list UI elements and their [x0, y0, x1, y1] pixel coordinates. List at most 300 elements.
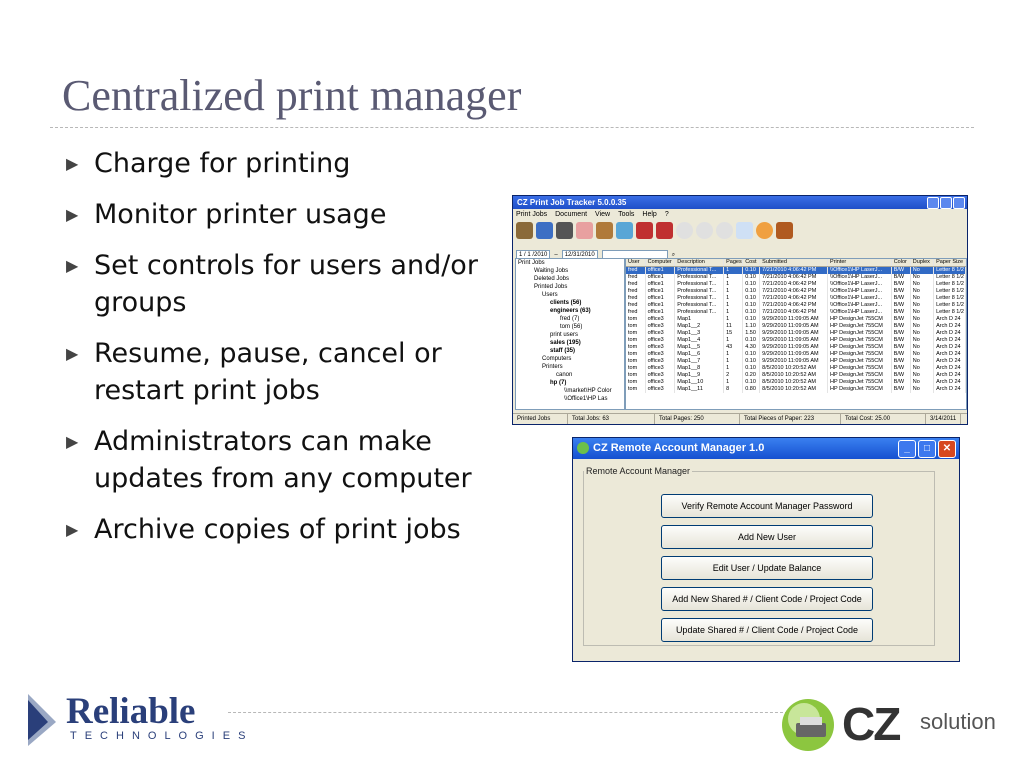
- slide-title: Centralized print manager: [62, 71, 522, 120]
- archive-icon[interactable]: [596, 222, 613, 239]
- table-cell: B/W: [891, 316, 910, 323]
- search-icon[interactable]: ⌕: [671, 251, 676, 258]
- table-cell: Arch D 24: [934, 358, 966, 365]
- table-row[interactable]: [626, 386, 966, 393]
- tree-node[interactable]: Print Jobs: [518, 260, 545, 266]
- close-button[interactable]: [953, 197, 965, 209]
- table-cell: No: [910, 344, 933, 351]
- table-cell: 1: [724, 295, 743, 302]
- column-header[interactable]: Duplex: [910, 259, 933, 267]
- table-cell: 0.10: [743, 274, 760, 281]
- table-cell: B/W: [891, 323, 910, 330]
- remote-group-box: [583, 466, 935, 646]
- table-cell: \\Office1\HP LaserJ...: [828, 295, 892, 302]
- table-cell: No: [910, 316, 933, 323]
- table-cell: B/W: [891, 288, 910, 295]
- table-cell: 9/29/2010 11:09:05 AM: [760, 316, 828, 323]
- table-cell: HP DesignJet 755CM: [828, 337, 892, 344]
- table-cell: Professional T...: [675, 309, 724, 316]
- table-cell: Arch D 24: [934, 372, 966, 379]
- table-cell: 0.10: [743, 309, 760, 316]
- cz-globe-icon: [774, 689, 844, 759]
- table-cell: 1: [724, 302, 743, 309]
- table-cell: tom: [626, 365, 645, 372]
- menu-view[interactable]: View: [595, 211, 611, 218]
- bullet-arrow-icon: ▶: [66, 154, 79, 173]
- bullet-arrow-icon: ▶: [66, 520, 79, 539]
- table-cell: 1: [724, 267, 743, 275]
- table-cell: No: [910, 309, 933, 316]
- table-cell: B/W: [891, 337, 910, 344]
- table-cell: Professional T...: [675, 274, 724, 281]
- table-cell: Arch D 24: [934, 386, 966, 393]
- table-cell: 7/21/2010 4:06:42 PM: [760, 302, 828, 309]
- table-cell: 9/29/2010 11:09:05 AM: [760, 344, 828, 351]
- table-cell: 0.10: [743, 379, 760, 386]
- printer-red-icon[interactable]: [636, 222, 653, 239]
- tree-node[interactable]: canon: [556, 372, 573, 378]
- menu-print-jobs[interactable]: Print Jobs: [516, 211, 548, 218]
- table-row[interactable]: [626, 274, 966, 281]
- play-icon[interactable]: [696, 222, 713, 239]
- status-total-paper: Total Pieces of Paper: 223: [740, 414, 841, 424]
- title-divider: [50, 127, 974, 128]
- table-cell: fred: [626, 288, 645, 295]
- table-cell: No: [910, 337, 933, 344]
- table-cell: 7/21/2010 4:06:42 PM: [760, 281, 828, 288]
- table-cell: B/W: [891, 344, 910, 351]
- restart-icon[interactable]: [716, 222, 733, 239]
- settings-icon[interactable]: [756, 222, 773, 239]
- table-cell: Letter 8 1/2: [934, 274, 966, 281]
- menu-document[interactable]: Document: [555, 211, 588, 218]
- update-shared-code-button[interactable]: Update Shared # / Client Code / Project Code: [661, 618, 873, 642]
- table-cell: tom: [626, 344, 645, 351]
- column-header[interactable]: Pages: [724, 259, 743, 267]
- table-cell: Professional T...: [675, 281, 724, 288]
- table-row[interactable]: [626, 323, 966, 330]
- table-cell: Professional T...: [675, 295, 724, 302]
- table-cell: 7/21/2010 4:06:42 PM: [760, 309, 828, 316]
- table-cell: office1: [645, 281, 675, 288]
- menu-about[interactable]: ?: [664, 211, 669, 218]
- table-row[interactable]: [626, 281, 966, 288]
- status-total-pages: Total Pages: 250: [655, 414, 740, 424]
- minimize-button[interactable]: [927, 197, 939, 209]
- table-cell: 1: [724, 288, 743, 295]
- table-cell: office3: [645, 316, 675, 323]
- status-date: 3/14/2011: [926, 414, 961, 424]
- close-button[interactable]: ✕: [938, 440, 956, 458]
- table-cell: 0.10: [743, 351, 760, 358]
- table-cell: No: [910, 372, 933, 379]
- table-cell: office1: [645, 288, 675, 295]
- table-cell: B/W: [891, 281, 910, 288]
- table-row[interactable]: [626, 379, 966, 386]
- table-cell: fred: [626, 309, 645, 316]
- reliable-technologies-logo: [22, 691, 254, 752]
- tree-node[interactable]: print users: [550, 332, 579, 338]
- remote-account-manager-window: [572, 437, 960, 662]
- table-cell: No: [910, 323, 933, 330]
- table-cell: office3: [645, 351, 675, 358]
- column-header[interactable]: Color: [891, 259, 910, 267]
- tree-node[interactable]: \\Office1\HP Las: [564, 396, 608, 402]
- table-cell: 1: [724, 281, 743, 288]
- table-cell: 0.10: [743, 365, 760, 372]
- table-cell: tom: [626, 316, 645, 323]
- maximize-button[interactable]: [940, 197, 952, 209]
- table-row[interactable]: [626, 267, 966, 275]
- footer-divider: [228, 712, 788, 713]
- table-cell: Arch D 24: [934, 330, 966, 337]
- table-cell: 8/5/2010 10:20:52 AM: [760, 372, 828, 379]
- table-cell: 1: [724, 337, 743, 344]
- table-cell: B/W: [891, 267, 910, 275]
- table-cell: 9/29/2010 11:09:05 AM: [760, 323, 828, 330]
- printer-icon[interactable]: [516, 222, 533, 239]
- menu-tools[interactable]: Tools: [618, 211, 635, 218]
- table-cell: 7/21/2010 4:06:42 PM: [760, 267, 828, 275]
- table-cell: tom: [626, 330, 645, 337]
- table-cell: Arch D 24: [934, 379, 966, 386]
- table-row[interactable]: [626, 309, 966, 316]
- table-cell: tom: [626, 351, 645, 358]
- table-cell: HP DesignJet 755CM: [828, 379, 892, 386]
- table-cell: fred: [626, 295, 645, 302]
- table-row[interactable]: [626, 351, 966, 358]
- table-cell: 0.80: [743, 386, 760, 393]
- column-header[interactable]: Computer: [645, 259, 675, 267]
- table-cell: 8: [724, 386, 743, 393]
- table-cell: 0.10: [743, 302, 760, 309]
- remote-titlebar: [573, 438, 959, 459]
- table-cell: 1: [724, 316, 743, 323]
- table-cell: Letter 8 1/2: [934, 302, 966, 309]
- table-cell: Map1__9: [675, 372, 724, 379]
- print-jobs-grid: [625, 258, 967, 410]
- table-cell: \\Office1\HP LaserJ...: [828, 267, 892, 275]
- table-row[interactable]: [626, 344, 966, 351]
- column-header[interactable]: Cost: [743, 259, 760, 267]
- table-cell: Map1__4: [675, 337, 724, 344]
- tree-node[interactable]: tom (56): [560, 324, 583, 330]
- table-cell: office3: [645, 323, 675, 330]
- column-header[interactable]: Paper Size: [934, 259, 966, 267]
- table-cell: Arch D 24: [934, 365, 966, 372]
- table-cell: Map1: [675, 316, 724, 323]
- table-cell: office3: [645, 365, 675, 372]
- table-cell: 11: [724, 323, 743, 330]
- table-cell: Professional T...: [675, 288, 724, 295]
- bullet-item: ▶ Set controls for users and/or groups: [62, 247, 482, 321]
- cz-solution-text: solution: [920, 709, 996, 734]
- preview-icon[interactable]: [576, 222, 593, 239]
- bullet-arrow-icon: ▶: [66, 205, 79, 224]
- bullet-item: ▶ Charge for printing: [62, 145, 482, 182]
- table-cell: HP DesignJet 755CM: [828, 344, 892, 351]
- table-cell: Map1__8: [675, 365, 724, 372]
- table-cell: B/W: [891, 330, 910, 337]
- tree-node[interactable]: Users: [542, 292, 558, 298]
- table-cell: 0.10: [743, 295, 760, 302]
- table-cell: 7/21/2010 4:06:42 PM: [760, 274, 828, 281]
- bullet-arrow-icon: ▶: [66, 344, 79, 363]
- tracker-statusbar: [513, 413, 967, 424]
- table-cell: Map1__11: [675, 386, 724, 393]
- table-cell: B/W: [891, 302, 910, 309]
- date-from-field[interactable]: 1 / 1 /2010: [516, 250, 550, 261]
- tree-node[interactable]: sales (195): [550, 340, 581, 346]
- tree-node[interactable]: Printers: [542, 364, 563, 370]
- table-cell: 0.10: [743, 281, 760, 288]
- tracker-menubar: [513, 209, 967, 220]
- bullet-arrow-icon: ▶: [66, 432, 79, 451]
- tree-node[interactable]: Deleted Jobs: [534, 276, 570, 282]
- table-cell: No: [910, 288, 933, 295]
- table-cell: No: [910, 330, 933, 337]
- print-icon[interactable]: [556, 222, 573, 239]
- table-cell: 8/5/2010 10:20:52 AM: [760, 365, 828, 372]
- column-header[interactable]: Submitted: [760, 259, 828, 267]
- table-cell: Map1__7: [675, 358, 724, 365]
- table-cell: B/W: [891, 274, 910, 281]
- tree-view: [515, 258, 625, 410]
- status-total-cost: Total Cost: 25.00: [841, 414, 926, 424]
- tree-node[interactable]: Printed Jobs: [534, 284, 568, 290]
- table-cell: Map1__5: [675, 344, 724, 351]
- table-cell: Letter 8 1/2: [934, 309, 966, 316]
- table-row[interactable]: [626, 372, 966, 379]
- table-cell: B/W: [891, 365, 910, 372]
- table-cell: Professional T...: [675, 302, 724, 309]
- minimize-button[interactable]: _: [898, 440, 916, 458]
- table-cell: tom: [626, 386, 645, 393]
- table-cell: office3: [645, 344, 675, 351]
- table-cell: HP DesignJet 755CM: [828, 386, 892, 393]
- table-cell: 8/5/2010 10:20:52 AM: [760, 386, 828, 393]
- column-header[interactable]: User: [626, 259, 645, 267]
- table-cell: 0.20: [743, 372, 760, 379]
- table-cell: Arch D 24: [934, 337, 966, 344]
- table-cell: No: [910, 358, 933, 365]
- table-row[interactable]: [626, 288, 966, 295]
- table-cell: office1: [645, 309, 675, 316]
- tree-node[interactable]: hp (7): [550, 380, 567, 386]
- remote-title: CZ Remote Account Manager 1.0: [593, 442, 765, 454]
- printer-cancel-icon[interactable]: [656, 222, 673, 239]
- table-cell: Map1__3: [675, 330, 724, 337]
- table-cell: 1: [724, 309, 743, 316]
- table-row[interactable]: [626, 302, 966, 309]
- table-row[interactable]: [626, 358, 966, 365]
- bullet-item: ▶ Archive copies of print jobs: [62, 511, 482, 548]
- status-section: Printed Jobs: [513, 414, 568, 424]
- tree-node[interactable]: Computers: [542, 356, 572, 362]
- table-row[interactable]: [626, 365, 966, 372]
- status-total-jobs: Total Jobs: 63: [568, 414, 655, 424]
- table-cell: No: [910, 365, 933, 372]
- table-cell: 1: [724, 379, 743, 386]
- reliable-name: Reliable: [66, 691, 196, 732]
- table-cell: 9/29/2010 11:09:05 AM: [760, 330, 828, 337]
- add-shared-code-button[interactable]: Add New Shared # / Client Code / Project Code: [661, 587, 873, 611]
- cz-brand: CZ: [842, 698, 900, 750]
- grid-header-row: [626, 259, 966, 267]
- table-cell: 1: [724, 274, 743, 281]
- table-cell: office3: [645, 379, 675, 386]
- tree-node[interactable]: \\market\HP Color: [564, 388, 612, 394]
- bullet-list: [62, 145, 482, 562]
- table-cell: Letter 8 1/2: [934, 281, 966, 288]
- table-cell: 1.50: [743, 330, 760, 337]
- table-cell: 7/21/2010 4:06:42 PM: [760, 295, 828, 302]
- table-cell: B/W: [891, 386, 910, 393]
- table-cell: office3: [645, 337, 675, 344]
- reliable-mark-icon: [22, 692, 62, 748]
- table-cell: Letter 8 1/2: [934, 267, 966, 275]
- table-cell: 1: [724, 365, 743, 372]
- table-cell: 0.10: [743, 288, 760, 295]
- table-cell: 9/29/2010 11:09:05 AM: [760, 358, 828, 365]
- table-cell: B/W: [891, 372, 910, 379]
- table-cell: 7/21/2010 4:06:42 PM: [760, 288, 828, 295]
- help-book-icon[interactable]: [776, 222, 793, 239]
- table-cell: 43: [724, 344, 743, 351]
- table-cell: tom: [626, 358, 645, 365]
- table-cell: tom: [626, 323, 645, 330]
- table-cell: \\Office1\HP LaserJ...: [828, 281, 892, 288]
- table-cell: Map1__2: [675, 323, 724, 330]
- table-cell: B/W: [891, 309, 910, 316]
- column-header[interactable]: Printer: [828, 259, 892, 267]
- table-cell: HP DesignJet 755CM: [828, 351, 892, 358]
- table-cell: office1: [645, 295, 675, 302]
- group-label: Remote Account Manager: [586, 466, 691, 476]
- table-cell: 0.10: [743, 316, 760, 323]
- table-cell: office3: [645, 330, 675, 337]
- table-cell: \\Office1\HP LaserJ...: [828, 288, 892, 295]
- table-cell: tom: [626, 337, 645, 344]
- edit-user-button[interactable]: Edit User / Update Balance: [661, 556, 873, 580]
- table-cell: 2: [724, 372, 743, 379]
- table-cell: Professional T...: [675, 267, 724, 275]
- table-row[interactable]: [626, 337, 966, 344]
- table-cell: 0.10: [743, 267, 760, 275]
- table-cell: B/W: [891, 295, 910, 302]
- maximize-button[interactable]: □: [918, 440, 936, 458]
- table-cell: No: [910, 379, 933, 386]
- search-icon[interactable]: [736, 222, 753, 239]
- table-cell: office1: [645, 274, 675, 281]
- table-cell: No: [910, 281, 933, 288]
- bullet-item: ▶ Administrators can make updates from any computer: [62, 423, 482, 497]
- table-cell: office3: [645, 372, 675, 379]
- tracker-titlebar: [513, 196, 967, 209]
- table-cell: Letter 8 1/2: [934, 288, 966, 295]
- pause-icon[interactable]: [676, 222, 693, 239]
- tree-node[interactable]: fred (7): [560, 316, 580, 322]
- table-cell: 1: [724, 358, 743, 365]
- bullet-item: ▶ Resume, pause, cancel or restart print jobs: [62, 335, 482, 409]
- table-cell: 0.10: [743, 358, 760, 365]
- print-job-tracker-window: [512, 195, 968, 425]
- tracker-toolbar: [513, 220, 967, 248]
- table-cell: Map1__10: [675, 379, 724, 386]
- cz-solution-logo: [768, 683, 1024, 768]
- date-to-field[interactable]: 12/31/2010: [562, 250, 598, 261]
- tree-node[interactable]: engineers (63): [550, 308, 591, 314]
- tracker-title: CZ Print Job Tracker 5.0.0.35: [517, 198, 627, 207]
- table-cell: office3: [645, 386, 675, 393]
- table-cell: \\Office1\HP LaserJ...: [828, 274, 892, 281]
- table-cell: 9/29/2010 11:09:05 AM: [760, 337, 828, 344]
- table-cell: tom: [626, 379, 645, 386]
- table-cell: \\Office1\HP LaserJ...: [828, 309, 892, 316]
- table-cell: HP DesignJet 755CM: [828, 365, 892, 372]
- table-cell: fred: [626, 267, 645, 275]
- table-row[interactable]: [626, 330, 966, 337]
- table-cell: HP DesignJet 755CM: [828, 316, 892, 323]
- save-icon[interactable]: [536, 222, 553, 239]
- table-cell: HP DesignJet 755CM: [828, 330, 892, 337]
- table-cell: B/W: [891, 379, 910, 386]
- table-cell: No: [910, 386, 933, 393]
- table-cell: Arch D 24: [934, 316, 966, 323]
- date-separator: –: [554, 252, 558, 258]
- table-cell: HP DesignJet 755CM: [828, 372, 892, 379]
- table-cell: 4.30: [743, 344, 760, 351]
- table-row[interactable]: [626, 295, 966, 302]
- menu-help[interactable]: Help: [642, 211, 657, 218]
- table-cell: No: [910, 274, 933, 281]
- table-cell: fred: [626, 281, 645, 288]
- verify-password-button[interactable]: Verify Remote Account Manager Password: [661, 494, 873, 518]
- refresh-icon[interactable]: [616, 222, 633, 239]
- tree-node[interactable]: clients (56): [550, 300, 582, 306]
- table-cell: 1: [724, 351, 743, 358]
- table-cell: 9/29/2010 11:09:05 AM: [760, 351, 828, 358]
- tree-node[interactable]: Waiting Jobs: [534, 268, 569, 274]
- table-cell: Letter 8 1/2: [934, 295, 966, 302]
- table-cell: 0.10: [743, 337, 760, 344]
- table-cell: fred: [626, 302, 645, 309]
- table-cell: No: [910, 267, 933, 275]
- table-cell: B/W: [891, 358, 910, 365]
- app-icon: [577, 442, 589, 454]
- table-cell: 8/5/2010 10:20:52 AM: [760, 379, 828, 386]
- table-cell: HP DesignJet 755CM: [828, 358, 892, 365]
- table-row[interactable]: [626, 316, 966, 323]
- table-cell: 1.10: [743, 323, 760, 330]
- reliable-subtitle: TECHNOLOGIES: [70, 730, 254, 742]
- table-cell: Arch D 24: [934, 351, 966, 358]
- table-cell: No: [910, 302, 933, 309]
- column-header[interactable]: Description: [675, 259, 724, 267]
- tree-node[interactable]: staff (35): [550, 348, 576, 354]
- table-cell: No: [910, 351, 933, 358]
- table-cell: office3: [645, 358, 675, 365]
- bullet-arrow-icon: ▶: [66, 256, 79, 275]
- table-cell: Map1__6: [675, 351, 724, 358]
- table-cell: Arch D 24: [934, 323, 966, 330]
- table-cell: HP DesignJet 755CM: [828, 323, 892, 330]
- table-cell: Arch D 24: [934, 344, 966, 351]
- bullet-item: ▶ Monitor printer usage: [62, 196, 482, 233]
- add-new-user-button[interactable]: Add New User: [661, 525, 873, 549]
- table-cell: tom: [626, 372, 645, 379]
- table-cell: B/W: [891, 351, 910, 358]
